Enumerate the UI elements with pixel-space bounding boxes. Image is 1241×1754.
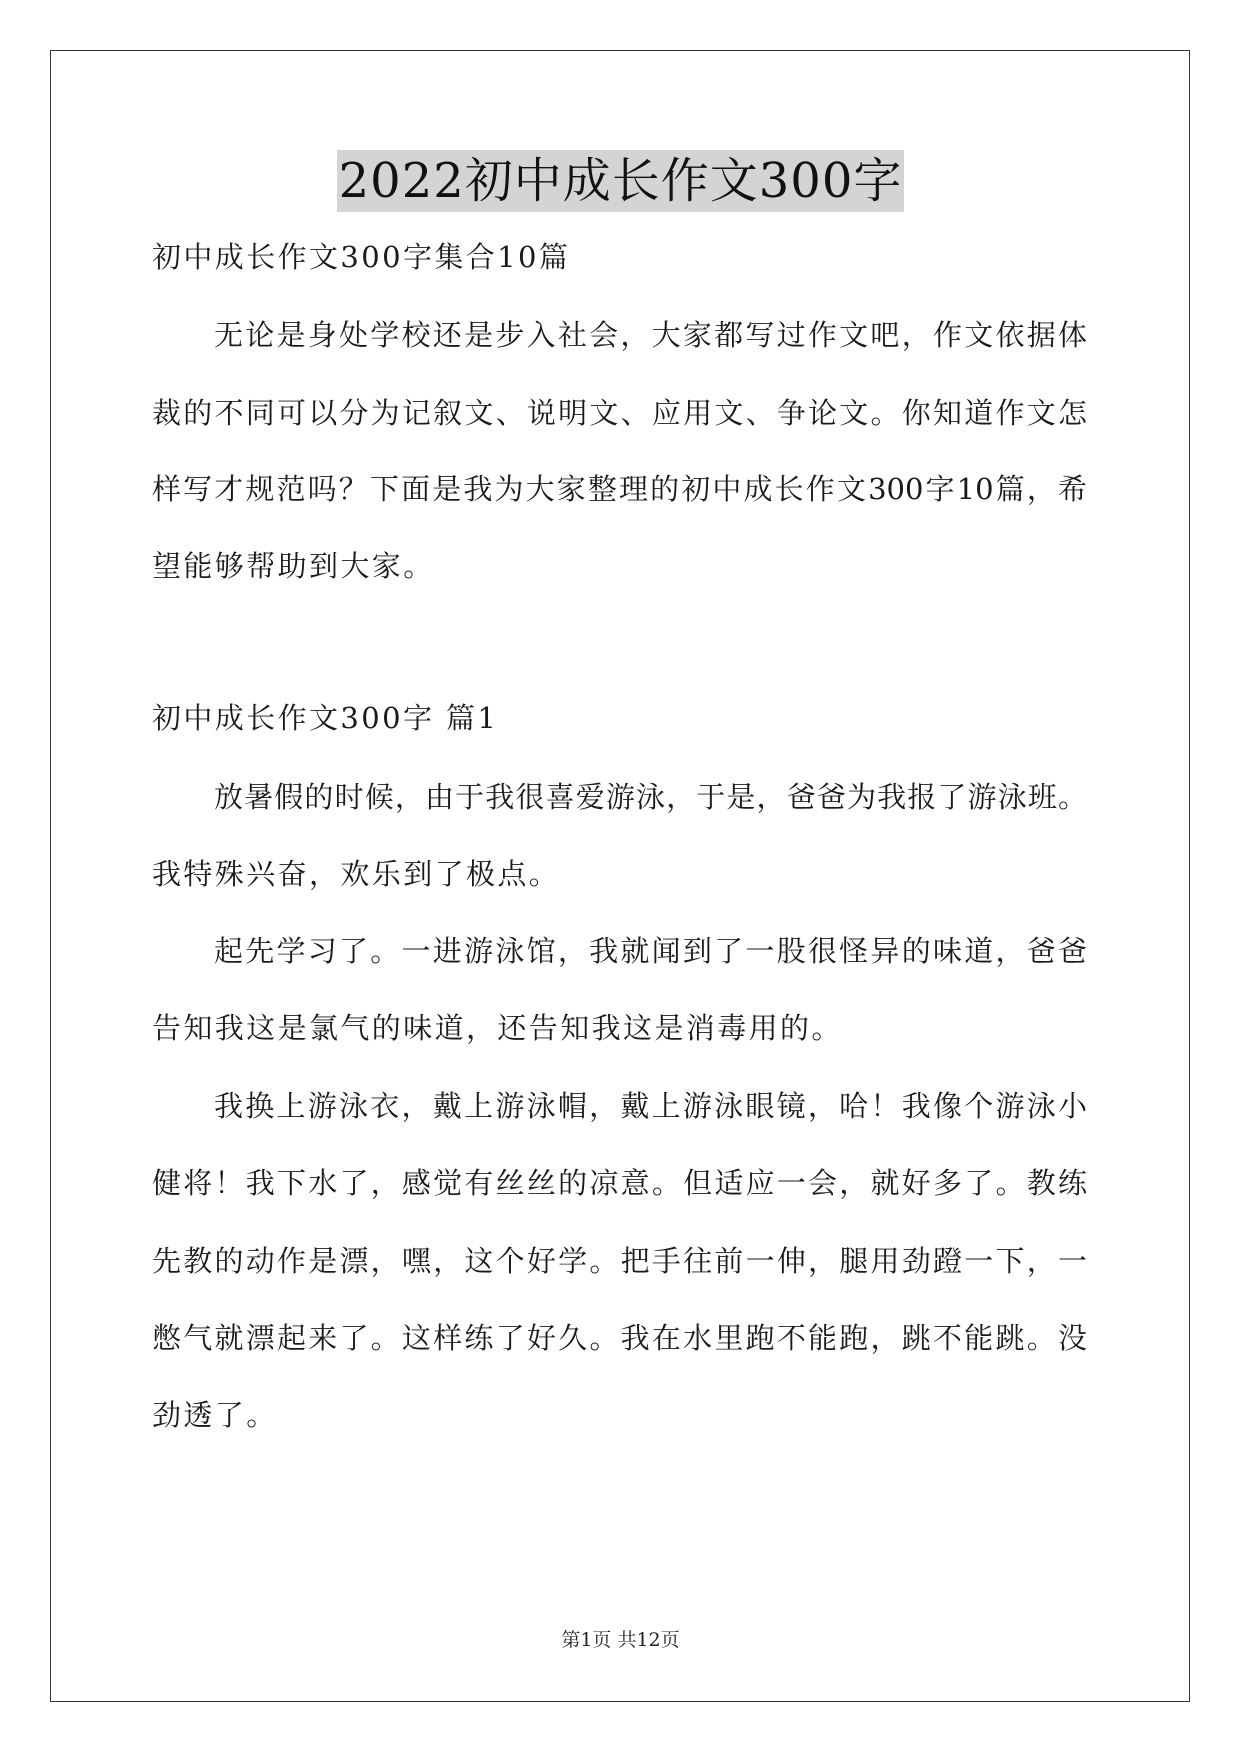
body-line: 先教的动作是漂，嘿，这个好学。把手往前一伸，腿用劲蹬一下，一 <box>152 1244 1087 1278</box>
body-line: 我特殊兴奋，欢乐到了极点。 <box>152 857 561 891</box>
body-line: 起先学习了。一进游泳馆，我就闻到了一股很怪异的味道，爸爸 <box>214 934 1087 968</box>
body-line: 劲透了。 <box>152 1398 278 1432</box>
intro-heading: 初中成长作文300字集合10篇 <box>152 240 571 274</box>
document-title: 2022初中成长作文300字 <box>337 150 905 212</box>
intro-line: 裁的不同可以分为记叙文、说明文、应用文、争论文。你知道作文怎 <box>152 396 1087 430</box>
body-line: 告知我这是氯气的味道，还告知我这是消毒用的。 <box>152 1011 843 1045</box>
intro-line: 望能够帮助到大家。 <box>152 549 435 583</box>
intro-line: 无论是身处学校还是步入社会，大家都写过作文吧，作文依据体 <box>214 318 1087 352</box>
body-line: 健将！我下水了，感觉有丝丝的凉意。但适应一会，就好多了。教练 <box>152 1166 1087 1200</box>
page-number-footer: 第1页 共12页 <box>561 1629 680 1651</box>
body-line: 憋气就漂起来了。这样练了好久。我在水里跑不能跑，跳不能跳。没 <box>152 1321 1087 1355</box>
body-line: 放暑假的时候，由于我很喜爱游泳，于是，爸爸为我报了游泳班。 <box>214 780 1087 814</box>
intro-line: 样写才规范吗？下面是我为大家整理的初中成长作文300字10篇，希 <box>152 472 1087 506</box>
body-line: 我换上游泳衣，戴上游泳帽，戴上游泳眼镜，哈！我像个游泳小 <box>214 1089 1087 1123</box>
title-container <box>0 150 1241 212</box>
section-heading: 初中成长作文300字 篇1 <box>152 701 499 735</box>
